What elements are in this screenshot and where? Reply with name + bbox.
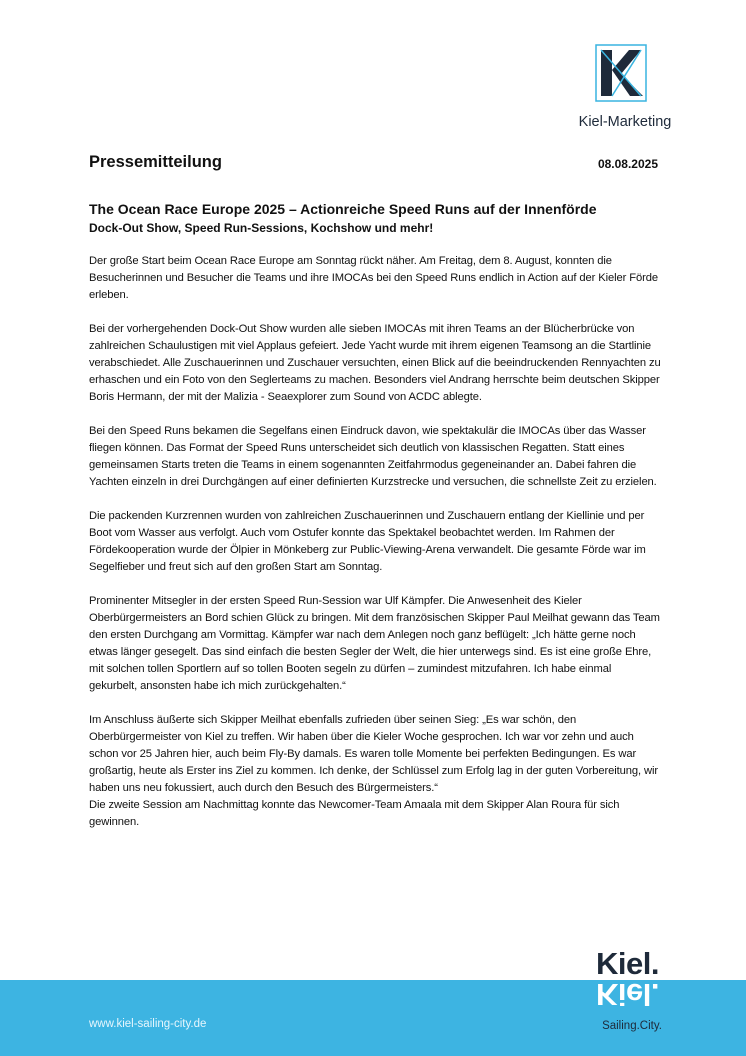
article-subheadline: Dock-Out Show, Speed Run-Sessions, Kochshow und mehr!	[89, 221, 434, 235]
paragraph-5: Prominenter Mitsegler in der ersten Speed Run-Session war Ulf Kämpfer. Die Anwesenheit des Kieler Oberbürgermeisters an Bord schien Glück zu bringen. Mit dem französischen Skipper Paul Meilhat gewann das Team den ersten Durchgang am Vormittag. Kämpfer war nach dem Anlegen noch ganz beflügelt: „Ich hätte gerne noch etwas länger gesegelt. Das sind einfach die besten Segler der Welt, die hier unterwegs sind. Es ist eine große Ehre, mit solchen tollen Sportlern auf so tollen Booten segeln zu dürfen – zumindest mitzufahren. Ich habe einmal gekurbelt, ansonsten habe ich mich zurückgehalten.“	[89, 595, 660, 692]
paragraph-4: Die packenden Kurzrennen wurden von zahlreichen Zuschauerinnen und Zuschauern entlang der Kiellinie und per Boot vom Wasser aus verfolgt. Auch vom Ostufer konnte das Spektakel beobachtet werden. Im Rahmen der Fördekooperation wurde der Ölpier in Mönkeberg zur Public-Viewing-Arena verwandelt. Die gesamte Förde war im Segelfieber und freut sich auf den großen Start am Sonntag.	[89, 510, 646, 573]
kiel-logo-reflection: Kiel.	[596, 977, 659, 1012]
paragraph-2: Bei der vorhergehenden Dock-Out Show wurden alle sieben IMOCAs mit ihren Teams an der Blücherbrücke von zahlreichen Schaulustigen mit viel Applaus gefeiert. Jede Yacht wurde mit ihrem eigenen Teamsong an die Startlinie verabschiedet. Alle Zuschauerinnen und Zuschauer versuchten, einen Blick auf die beeindruckenden Rennyachten zu erhaschen und ein Foto von den Seglerteams zu machen. Besonders viel Andrang herrschte beim deutschen Skipper Boris Hermann, der mit der Malizia - Seaexplorer zum Sound von ACDC ablegte.	[89, 323, 661, 403]
kiel-marketing-logo	[570, 44, 680, 139]
paragraph-7: Die zweite Session am Nachmittag konnte das Newcomer-Team Amaala mit dem Skipper Alan Roura für sich gewinnen.	[89, 799, 620, 828]
kiel-marketing-logo-text: Kiel-Marketing	[578, 114, 672, 130]
km-logo-mark-icon	[595, 44, 647, 102]
paragraph-3: Bei den Speed Runs bekamen die Segelfans einen Eindruck davon, wie spektakulär die IMOCAs über das Wasser fliegen können. Das Format der Speed Runs unterscheidet sich deutlich von klassischen Regatten. Statt eines gemeinsamen Starts treten die Teams in einem sogenannten Zeitfahrmodus gegeneinander an. Dabei fahren die Yachten einzeln in drei Durchgängen auf einer definierten Kurzstrecke und versuchen, die schnellste Zeit zu erzielen.	[89, 425, 657, 488]
article-headline: The Ocean Race Europe 2025 – Actionreiche Speed Runs auf der Innenförde	[89, 201, 597, 217]
paragraph-6: Im Anschluss äußerte sich Skipper Meilhat ebenfalls zufrieden über seinen Sieg: „Es war schön, den Oberbürgermeister von Kiel zu treffen. Wir haben über die Kieler Woche gesprochen. Ich war vor zehn und auch schon vor 25 Jahren hier, auch beim Fly-By damals. Es waren tolle Momente bei perfekten Bedingungen. Es war großartig, heute als Erster ins Ziel zu kommen. Ich denke, der Schlüssel zum Erfolg lag in der guten Vorbereitung, wir haben uns neu fokussiert, auch durch den Besuch des Bürgermeisters.“	[89, 714, 658, 794]
paragraph-1: Der große Start beim Ocean Race Europe am Sonntag rückt näher. Am Freitag, dem 8. August, konnten die Besucherinnen und Besucher die Teams und ihre IMOCAs bei den Speed Runs endlich in Action auf der Kieler Förde erleben.	[89, 255, 659, 301]
release-date: 08.08.2025	[597, 157, 658, 171]
kiel-logo-tagline: Sailing.City.	[602, 1020, 662, 1032]
article-body	[89, 253, 661, 848]
page-title: Pressemitteilung	[89, 153, 222, 171]
kiel-logo-word: Kiel.	[596, 946, 659, 981]
footer-website-link[interactable]: www.kiel-sailing-city.de	[89, 1018, 207, 1030]
kiel-sailing-city-logo	[578, 946, 688, 1036]
